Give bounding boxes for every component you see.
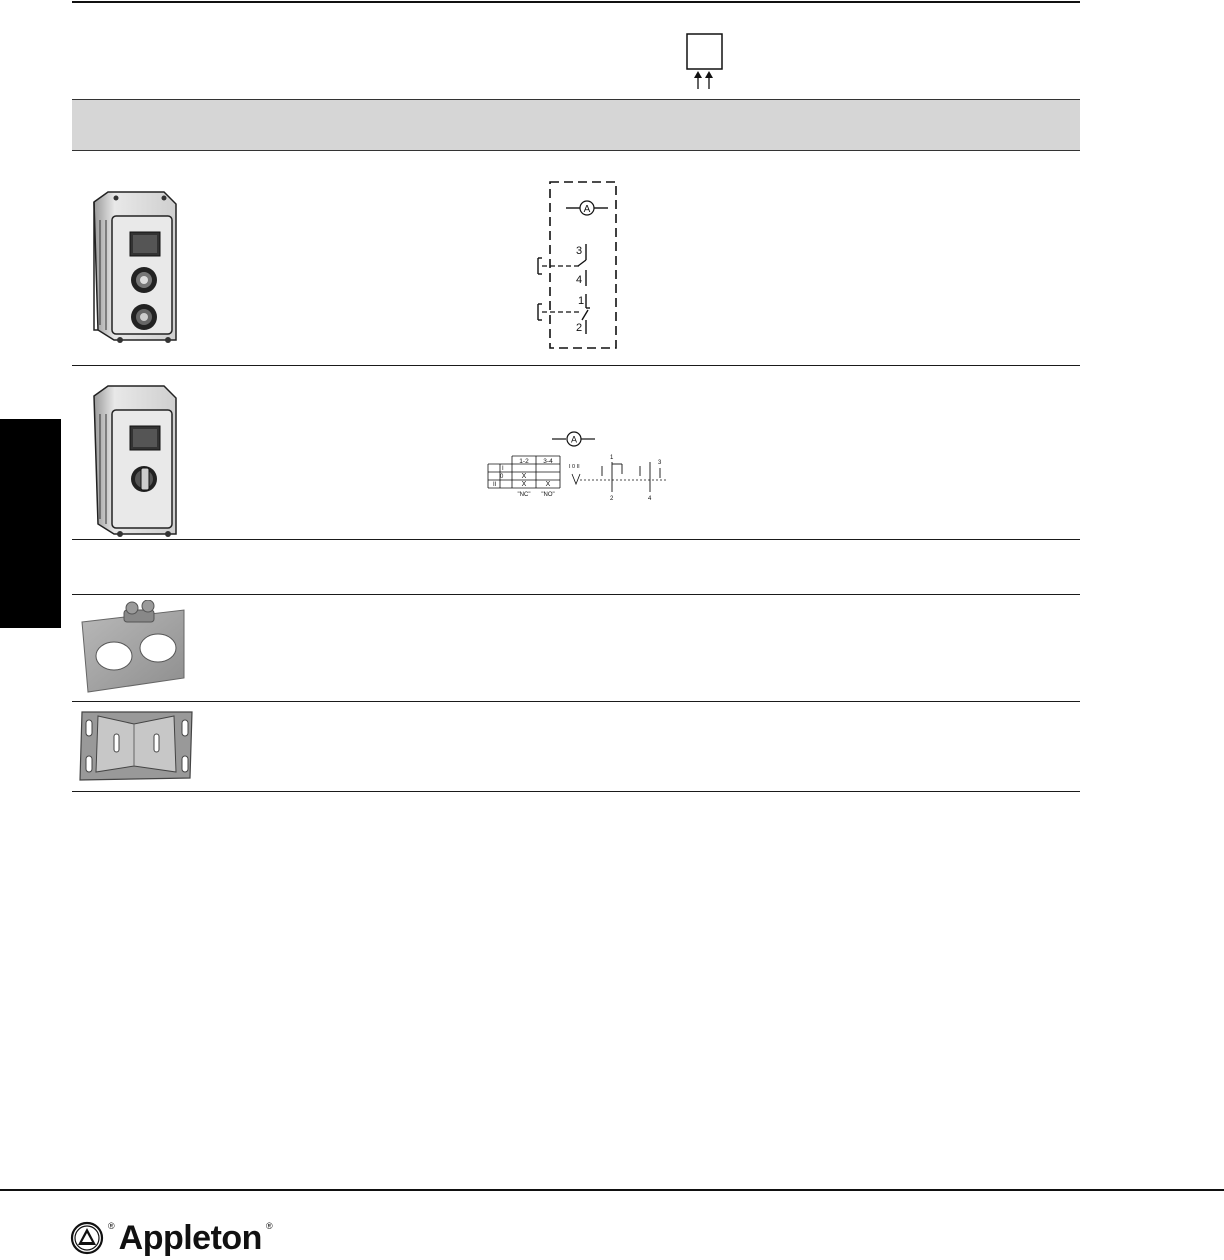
svg-text:1: 1 <box>610 455 614 461</box>
row-divider <box>72 539 1080 540</box>
svg-text:1: 1 <box>578 295 585 307</box>
svg-text:"NC": "NC" <box>517 492 531 498</box>
footer-rule <box>0 1189 1224 1191</box>
svg-text:3: 3 <box>658 460 662 466</box>
table-header-band <box>72 99 1080 151</box>
row-divider <box>72 791 1080 792</box>
section-tab <box>0 419 61 628</box>
svg-text:4: 4 <box>648 496 652 502</box>
svg-text:3-4: 3-4 <box>543 458 553 465</box>
svg-text:3: 3 <box>576 245 583 257</box>
appleton-triangle-icon <box>70 1221 104 1255</box>
svg-text:X: X <box>521 481 527 488</box>
row-divider <box>72 365 1080 366</box>
pushbutton-station-image <box>86 190 186 350</box>
selector-switch-station-image <box>86 384 186 544</box>
pushbutton-wiring-diagram <box>530 178 630 359</box>
svg-text:4: 4 <box>576 274 583 286</box>
svg-text:X: X <box>545 481 551 488</box>
svg-text:I: I <box>502 466 504 472</box>
ammeter-symbol: A <box>583 204 591 215</box>
top-rule <box>72 1 1080 3</box>
svg-text:0: 0 <box>500 474 504 480</box>
svg-text:X: X <box>521 473 527 480</box>
svg-text:"NO": "NO" <box>541 492 555 498</box>
brand-name: Appleton <box>118 1219 262 1257</box>
registered-mark-2: ® <box>265 1221 273 1231</box>
svg-text:2: 2 <box>576 322 583 334</box>
svg-text:1-2: 1-2 <box>519 458 529 465</box>
mounting-bracket-image <box>78 708 196 787</box>
selector-switch-wiring-diagram <box>480 428 680 509</box>
mounting-plate-image <box>80 600 192 699</box>
row-divider <box>72 594 1080 595</box>
svg-text:2: 2 <box>610 496 614 502</box>
box-arrow-icon <box>686 33 726 98</box>
svg-text:II: II <box>493 482 497 488</box>
brand-logo <box>70 1220 273 1256</box>
row-divider <box>72 701 1080 702</box>
registered-mark: ® <box>108 1221 115 1231</box>
svg-text:I 0 II: I 0 II <box>569 464 580 470</box>
svg-text:A: A <box>570 434 578 445</box>
